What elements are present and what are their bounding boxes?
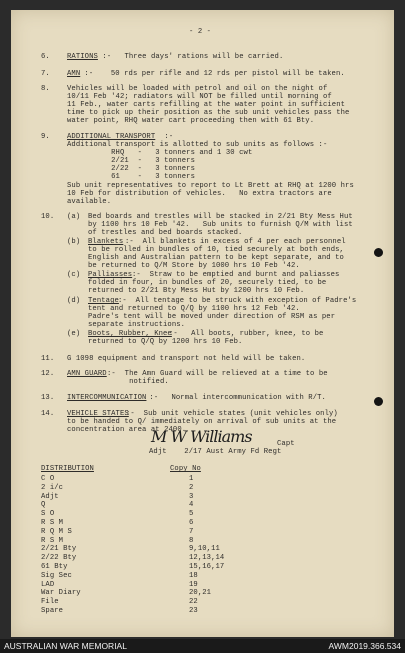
signature-rank: Capt: [277, 440, 295, 448]
item-9-number: 9.: [41, 133, 50, 141]
item-10d-line: :- All tentage to be struck with exception of Padre's: [118, 297, 357, 305]
punch-hole: [374, 397, 383, 406]
item-8-line: 11 Feb., water carts refilling at the water point in sufficient: [67, 101, 346, 109]
item-10a-mark: (a): [67, 213, 81, 221]
item-13-heading: INTERCOMMUNICATION: [67, 394, 147, 402]
item-14-number: 14.: [41, 410, 55, 418]
distribution-recipient: Sig Sec: [41, 571, 72, 580]
item-10d-line: tent and returned to Q/Q by 1100 hrs 12 Feb '42.: [88, 305, 300, 313]
punch-hole: [374, 248, 383, 257]
distribution-copy-number: 8: [189, 536, 194, 545]
item-8-line: water point, RHQ water cart proceeding then with 61 Bty.: [67, 117, 315, 125]
item-9-line: Additional transport is allotted to sub units as follows :-: [67, 141, 328, 149]
item-12-line: :- The Amn Guard will be relieved at a time to be: [107, 370, 328, 378]
distribution-copy-number: 15,16,17: [189, 563, 225, 571]
item-10b-heading: Blankets: [88, 238, 124, 246]
distribution-copy-number: 22: [189, 598, 198, 607]
distribution-copy-number: 12,13,14: [189, 554, 225, 563]
item-9-colon: :-: [160, 133, 174, 141]
item-10-number: 10.: [41, 213, 55, 221]
item-8-line: 10/11 Feb '42; radiators will NOT be filled until morning of: [67, 93, 332, 101]
item-12-number: 12.: [41, 370, 55, 378]
distribution-recipient: Q: [41, 501, 46, 510]
item-6-number: 6.: [41, 53, 50, 61]
distribution-recipient: 61 Bty: [41, 563, 68, 571]
distribution-heading: DISTRIBUTION: [41, 465, 94, 473]
distribution-copy-number: 18: [189, 571, 198, 580]
item-10c-line: folded in four, in bundles of 20, securely tied, to be: [88, 279, 327, 287]
item-7-number: 7.: [41, 70, 50, 78]
item-10c-heading: Palliasses: [88, 271, 133, 279]
item-10b-line: to be rolled in bundles of 10, tied securely at both ends,: [88, 246, 344, 254]
distribution-copy-number: 2: [189, 483, 194, 492]
item-10a-line: by 1100 hrs 10 Feb '42. Sub units to furnish Q/M with list: [88, 221, 353, 229]
distribution-recipient: 2/21 Bty: [41, 545, 77, 554]
item-10a-line: of trestles and bed boards stacked.: [88, 229, 243, 237]
item-12-heading: AMN GUARD: [67, 370, 107, 378]
item-9-heading: ADDITIONAL TRANSPORT: [67, 133, 156, 141]
item-8-line: time to pick up their position as the sub unit vehicles pass the: [67, 109, 350, 117]
distribution-recipient: S O: [41, 510, 55, 519]
distribution-recipient: Spare: [41, 607, 64, 615]
item-9-line: available.: [67, 198, 112, 206]
item-10a-line: Bed boards and trestles will be stacked in 2/21 Bty Mess Hut: [88, 213, 353, 221]
distribution-copy-number: 4: [189, 501, 194, 510]
distribution-recipient: R S M: [41, 519, 64, 527]
distribution-copy-number: 7: [189, 527, 194, 536]
item-12-line: notified.: [107, 378, 169, 386]
archive-footer: [0, 639, 405, 653]
item-10c-line: returned to 2/21 Bty Mess Hut by 1200 hrs 10 Feb.: [88, 287, 305, 295]
item-10e-line: :- All boots, rubber, knee, to be: [169, 330, 324, 338]
item-8-number: 8.: [41, 85, 50, 93]
distribution-recipient: LAD: [41, 580, 55, 589]
distribution-copy-number: 6: [189, 519, 194, 527]
distribution-recipient: War Diary: [41, 589, 81, 598]
footer-institution: AUSTRALIAN WAR MEMORIAL: [4, 641, 127, 651]
item-9-line: RHQ - 3 tonners and 1 30 cwt: [67, 149, 253, 157]
item-10e-mark: (e): [67, 330, 81, 338]
distribution-copy-number: 23: [189, 607, 198, 615]
item-11-number: 11.: [41, 355, 55, 363]
item-7-text: :- 50 rds per rifle and 12 rds per pistol will be taken.: [80, 70, 345, 78]
item-14-line: :- Sub unit vehicle states (unit vehicles only): [126, 410, 338, 418]
handwritten-signature: M W Williams: [151, 427, 252, 446]
distribution-recipient: R S M: [41, 536, 64, 545]
distribution-copy-number: 9,10,11: [189, 545, 220, 554]
item-14-line: concentration area at 2400.: [67, 426, 187, 434]
copy-number-heading: Copy No: [170, 465, 201, 473]
distribution-copy-number: 20,21: [189, 589, 212, 598]
item-9-line: Sub unit representatives to report to Lt Brett at RHQ at 1200 hrs: [67, 182, 354, 190]
item-10e-line: returned to Q/Q by 1200 hrs 10 Feb.: [88, 338, 243, 346]
distribution-recipient: Adjt: [41, 492, 59, 501]
item-13-number: 13.: [41, 394, 55, 402]
item-10d-line: Padre's tent will be moved under direction of RSM as per: [88, 313, 336, 321]
item-10b-line: English and Australian pattern to be kept separate, and to: [88, 254, 344, 262]
distribution-recipient: 2 i/c: [41, 483, 64, 492]
distribution-recipient: 2/22 Bty: [41, 554, 77, 563]
item-10d-mark: (d): [67, 297, 81, 305]
distribution-recipient: R Q M S: [41, 527, 72, 536]
item-11-text: G 1098 equipment and transport not held will be taken.: [67, 355, 306, 363]
distribution-copy-number: 5: [189, 510, 194, 519]
item-14-heading: VEHICLE STATES: [67, 410, 129, 418]
distribution-copy-number: 1: [189, 475, 194, 483]
item-10b-line: be returned to Q/M Store by 1000 hrs 10 Feb '42.: [88, 262, 300, 270]
item-10c-mark: (c): [67, 271, 81, 279]
footer-catalog-number: AWM2019.366.534: [328, 641, 401, 651]
document-page: [11, 10, 394, 637]
distribution-copy-number: 19: [189, 580, 198, 589]
page-number: - 2 -: [189, 28, 212, 36]
distribution-copy-number: 3: [189, 492, 194, 501]
item-10d-heading: Tentage: [88, 297, 119, 305]
item-13-text: :- Normal intercommunication with R/T.: [145, 394, 326, 402]
item-14-line: to be handed to Q/ immediately on arrival of sub units at the: [67, 418, 337, 426]
item-10b-line: :- All blankets in excess of 4 per each personnel: [125, 238, 346, 246]
item-10c-line: :- Straw to be emptied and burnt and paliasses: [132, 271, 340, 279]
item-7-heading: AMN: [67, 70, 81, 78]
item-10b-mark: (b): [67, 238, 81, 246]
item-6-text: :- Three days' rations will be carried.: [98, 53, 284, 61]
item-9-line: 61 - 3 tonners: [67, 173, 195, 181]
item-10d-line: separate instructions.: [88, 321, 186, 329]
distribution-recipient: C O: [41, 475, 55, 483]
item-6-heading: RATIONS: [67, 53, 98, 61]
item-10e-heading: Boots, Rubber, Knee: [88, 330, 172, 338]
item-9-line: 2/21 - 3 tonners: [67, 157, 195, 165]
item-8-line: Vehicles will be loaded with petrol and oil on the night of: [67, 85, 328, 93]
distribution-recipient: File: [41, 598, 59, 607]
signature-appointment: Adjt 2/17 Aust Army Fd Regt: [149, 448, 282, 456]
item-9-line: 2/22 - 3 tonners: [67, 165, 195, 173]
item-9-line: 10 Feb for distribution of vehicles. No extra tractors are: [67, 190, 332, 198]
